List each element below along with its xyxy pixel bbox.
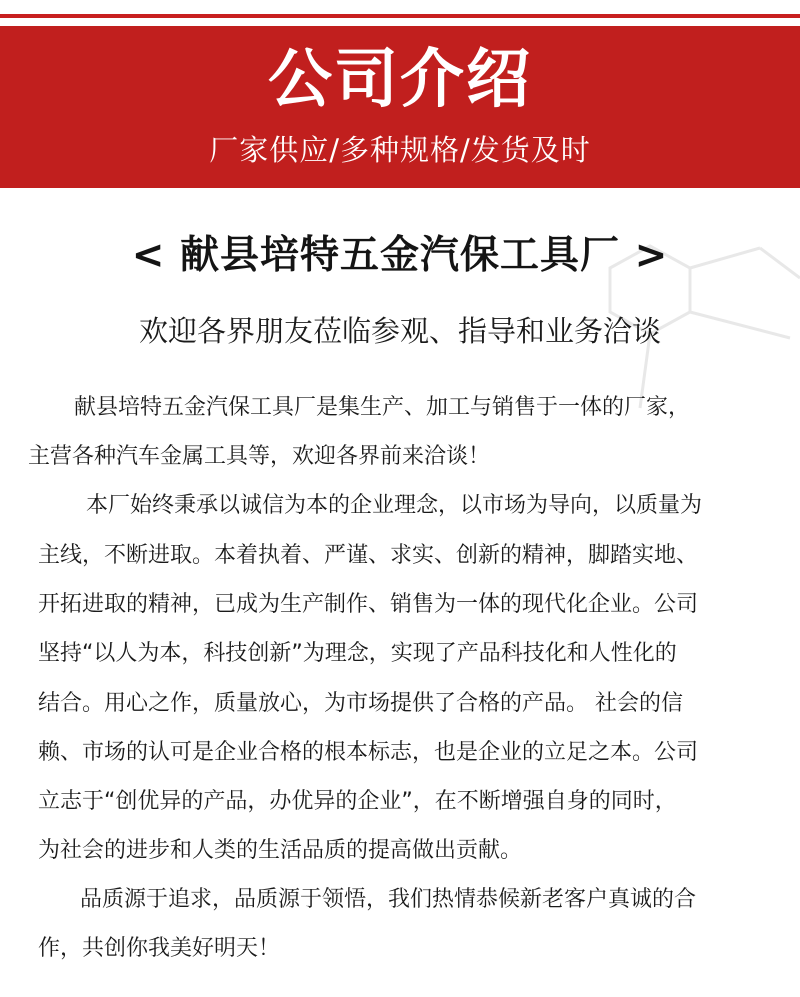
paragraph-2-line: 结合。用心之作，质量放心，为市场提供了合格的产品。 社会的信 (38, 691, 683, 716)
paragraph-2-line: 赖、市场的认可是企业合格的根本标志，也是企业的立足之本。公司 (38, 740, 699, 765)
paragraph-2-line: 为社会的进步和人类的生活品质的提高做出贡献。 (38, 838, 523, 863)
company-name-heading: < 献县培特五金汽保工具厂 > (131, 233, 669, 278)
paragraph-2-line: 主线，不断进取。本着执着、严谨、求实、创新的精神，脚踏实地、 (38, 543, 699, 568)
banner-title: 公司介绍 (268, 43, 532, 117)
welcome-text: 欢迎各界朋友莅临参观、指导和业务洽谈 (138, 314, 661, 348)
paragraph-3-line: 品质源于追求，品质源于领悟，我们热情恭候新老客户真诚的合 (80, 887, 697, 912)
banner-subtitle: 厂家供应/多种规格/发货及时 (209, 133, 591, 167)
paragraph-1-line: 主营各种汽车金属工具等，欢迎各界前来洽谈！ (28, 444, 491, 469)
paragraph-2-line: 开拓进取的精神，已成为生产制作、销售为一体的现代化企业。公司 (38, 592, 699, 617)
paragraph-2-line: 本厂始终秉承以诚信为本的企业理念，以市场为导向，以质量为 (86, 493, 703, 518)
paragraph-2-line: 立志于“创优异的产品，办优异的企业”，在不断增强自身的同时， (38, 789, 677, 814)
paragraph-1-line: 献县培特五金汽保工具厂是集生产、加工与销售于一体的厂家， (74, 395, 691, 420)
paragraph-2-line: 坚持“以人为本，科技创新”为理念，实现了产品科技化和人性化的 (38, 641, 677, 666)
paragraph-3-line: 作，共创你我美好明天！ (38, 936, 281, 961)
